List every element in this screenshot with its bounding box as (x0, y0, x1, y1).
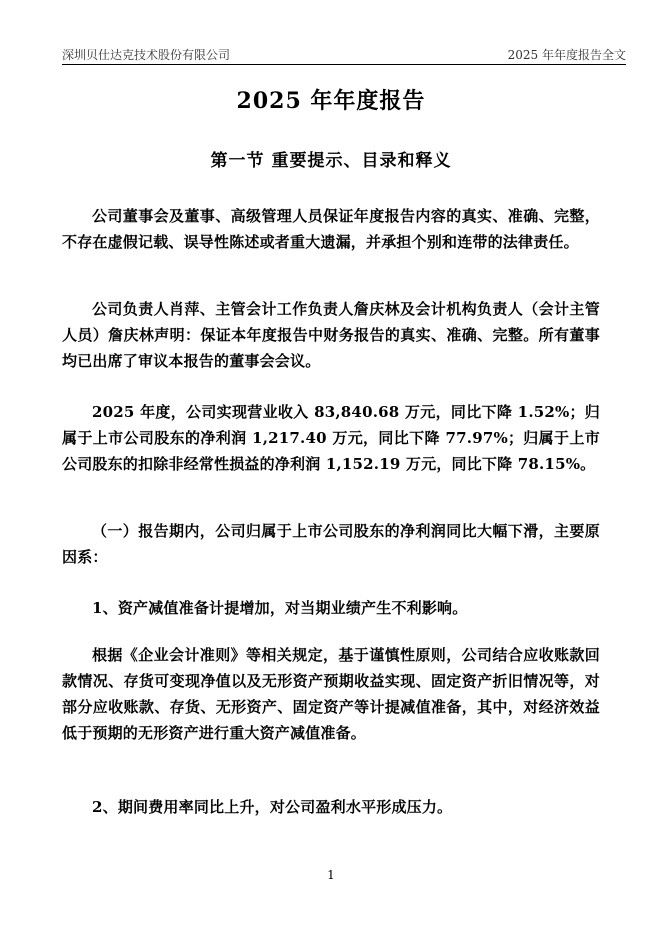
report-title: 2025 年年度报告 (236, 88, 426, 114)
page-number: 1 (327, 868, 335, 882)
paragraph-reason-2-heading: 2、期间费用率同比上升，对公司盈利水平形成压力。 (92, 798, 453, 816)
paragraph-financial-summary: 2025 年度，公司实现营业收入 83,840.68 万元，同比下降 1.52%；归属于上市公司股东的净利润 1,217.40 万元，同比下降 77.97%；归属于上市公司股东的扣除非经常性损益的净利润 1,152.19 万元，同比下降 78.15%。 (62, 403, 600, 473)
paragraph-responsible-persons: 公司负责人肖萍、主管会计工作负责人詹庆林及会计机构负责人（会计主管人员）詹庆林声明：保证本年度报告中财务报告的真实、准确、完整。所有董事均已出席了审议本报告的董事会会议。 (62, 300, 600, 370)
paragraph-reason-1-detail: 根据《企业会计准则》等相关规定，基于谨慎性原则，公司结合应收账款回款情况、存货可变现净值以及无形资产预期收益实现、固定资产折旧情况等，对部分应收账款、存货、无形资产、固定资产等计提减值准备，其中，对经济效益低于预期的无形资产进行重大资产减值准备。 (62, 646, 600, 742)
paragraph-board-guarantee: 公司董事会及董事、高级管理人员保证年度报告内容的真实、准确、完整，不存在虚假记载、误导性陈述或者重大遗漏，并承担个别和连带的法律责任。 (62, 207, 600, 251)
paragraph-reason-1-heading: 1、资产减值准备计提增加，对当期业绩产生不利影响。 (92, 599, 468, 617)
header-company-name: 深圳贝仕达克技术股份有限公司 (62, 48, 231, 62)
header-report-label: 2025 年年度报告全文 (507, 48, 626, 62)
paragraph-decline-reasons-intro: （一）报告期内，公司归属于上市公司股东的净利润同比大幅下滑，主要原因系： (62, 522, 600, 566)
page-header (62, 44, 626, 65)
section-title: 第一节 重要提示、目录和释义 (210, 151, 452, 171)
